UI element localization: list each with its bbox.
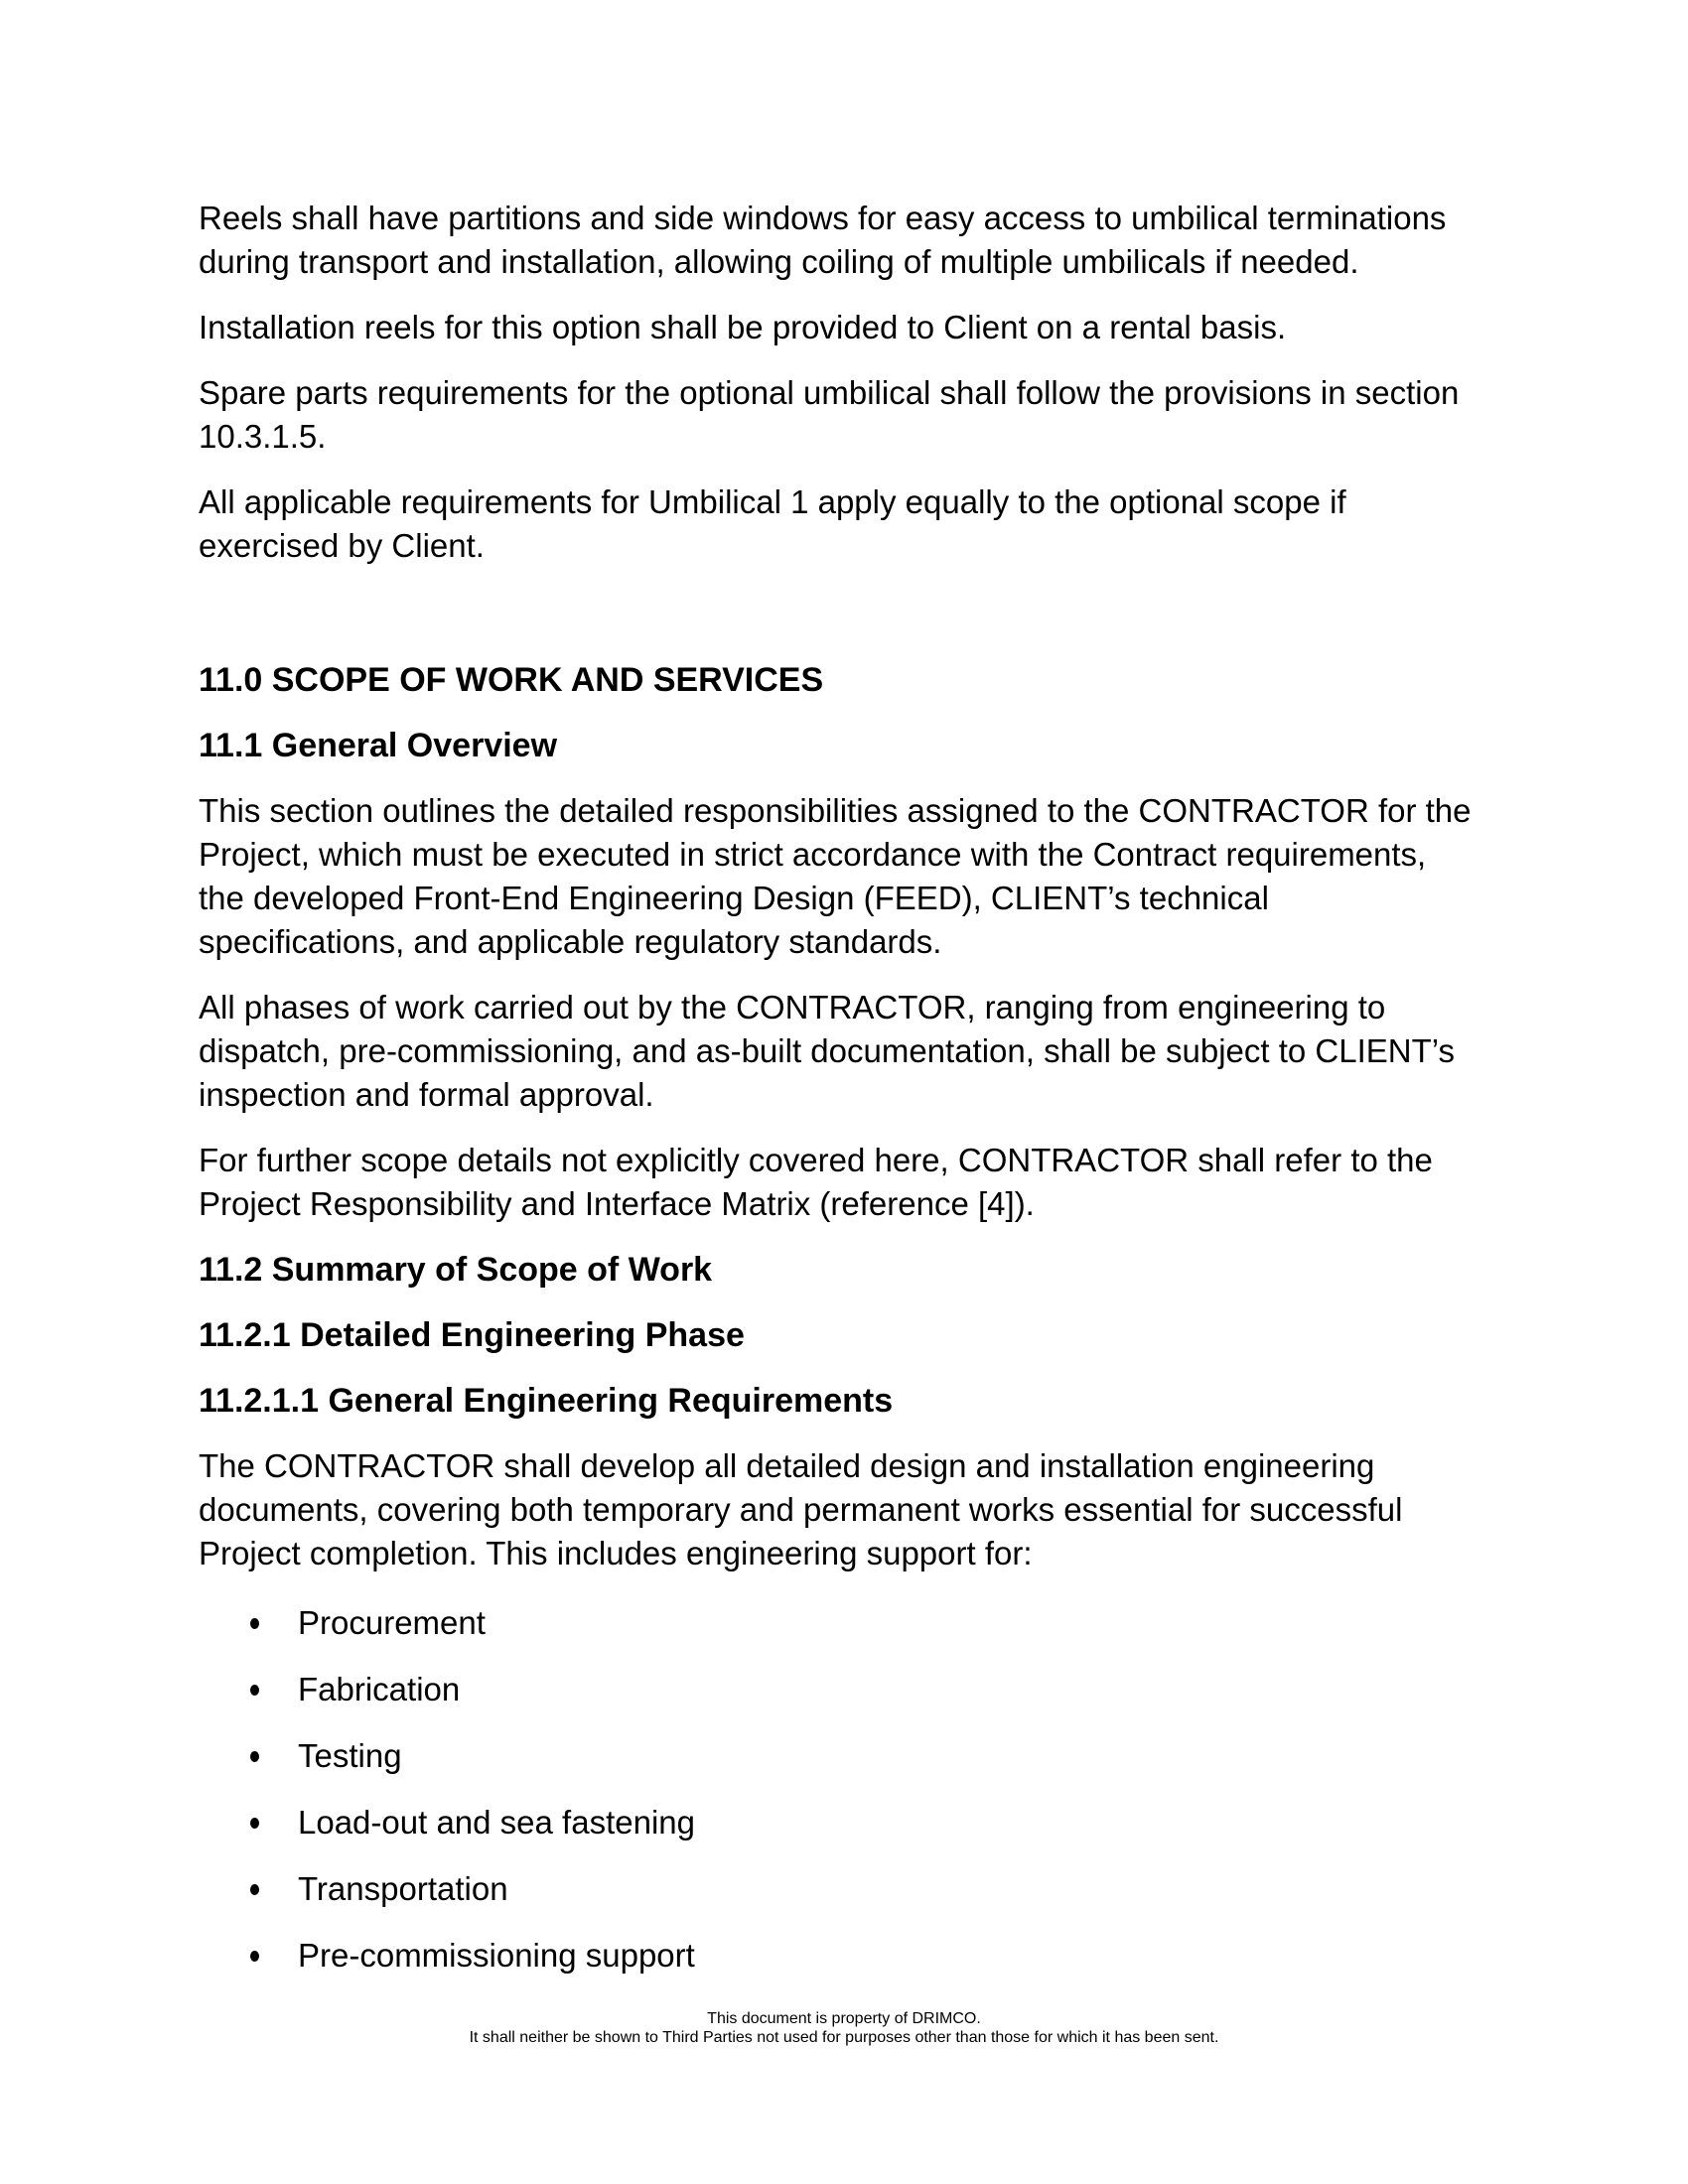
list-item <box>199 1934 1489 1978</box>
text-line: The CONTRACTOR shall develop all detailed design and installation engineering <box>199 1447 1375 1484</box>
list-item <box>199 1668 1489 1711</box>
paragraph-spare-parts <box>199 371 1489 459</box>
text-line: specifications, and applicable regulatory standards. <box>199 923 942 960</box>
heading-general-overview: 11.1 General Overview <box>199 727 558 764</box>
footer-line-2: It shall neither be shown to Third Parties not used for purposes other than those for which it has been sent. <box>469 2029 1219 2046</box>
list-item-label: Procurement <box>298 1604 486 1641</box>
text-line: documents, covering both temporary and permanent works essential for successful <box>199 1491 1403 1528</box>
heading-general-engineering-reqs: 11.2.1.1 General Engineering Requirements <box>199 1382 894 1420</box>
bullet-icon <box>250 1751 259 1762</box>
text-line: exercised by Client. <box>199 527 485 564</box>
text-line: dispatch, pre-commissioning, and as-built documentation, shall be subject to CLIENT’s <box>199 1032 1456 1069</box>
paragraph-installation-reels <box>199 306 1489 349</box>
paragraph-reels <box>199 197 1489 284</box>
text-line: Project Responsibility and Interface Matrix (reference [4]). <box>199 1185 1035 1222</box>
heading-scope-of-work: 11.0 SCOPE OF WORK AND SERVICES <box>199 661 824 699</box>
paragraph-applicable-requirements <box>199 480 1489 568</box>
text-line: 10.3.1.5. <box>199 418 327 455</box>
text-line: during transport and installation, allowing coiling of multiple umbilicals if needed. <box>199 243 1359 280</box>
paragraph-further-scope <box>199 1139 1489 1226</box>
bullet-icon <box>250 1951 259 1962</box>
list-item-label: Transportation <box>298 1870 508 1907</box>
list-item <box>199 1867 1489 1911</box>
list-item-label: Testing <box>298 1737 402 1774</box>
text-line: inspection and formal approval. <box>199 1076 654 1113</box>
text-line: Project completion. This includes engineering support for: <box>199 1535 1033 1571</box>
text-line: Reels shall have partitions and side windows for easy access to umbilical terminations <box>199 200 1447 236</box>
list-item-label: Fabrication <box>298 1671 461 1707</box>
list-item-label: Pre-commissioning support <box>298 1937 695 1974</box>
bullet-list <box>199 1601 1489 1978</box>
bullet-icon <box>250 1884 259 1895</box>
text-line: For further scope details not explicitly covered here, CONTRACTOR shall refer to the <box>199 1142 1433 1178</box>
text-line: All phases of work carried out by the CONTRACTOR, ranging from engineering to <box>199 989 1386 1025</box>
page-footer <box>0 2009 1688 2047</box>
list-item <box>199 1801 1489 1844</box>
list-item <box>199 1601 1489 1645</box>
bullet-icon <box>250 1618 259 1629</box>
heading-detailed-engineering: 11.2.1 Detailed Engineering Phase <box>199 1316 745 1354</box>
text-line: This section outlines the detailed responsibilities assigned to the CONTRACTOR for the <box>199 792 1472 829</box>
heading-summary-scope: 11.2 Summary of Scope of Work <box>199 1251 713 1289</box>
text-line: Project, which must be executed in strict accordance with the Contract requirements, <box>199 836 1427 873</box>
footer-line-1: This document is property of DRIMCO. <box>707 2010 981 2027</box>
paragraph-section-outlines <box>199 789 1489 964</box>
bullet-icon <box>250 1818 259 1829</box>
text-line: Installation reels for this option shall be provided to Client on a rental basis. <box>199 309 1287 345</box>
text-line: All applicable requirements for Umbilical 1 apply equally to the optional scope if <box>199 483 1346 520</box>
text-line: Spare parts requirements for the optional umbilical shall follow the provisions in section <box>199 374 1460 411</box>
bullet-icon <box>250 1685 259 1696</box>
list-item-label: Load-out and sea fastening <box>298 1804 695 1841</box>
list-item <box>199 1734 1489 1778</box>
paragraph-all-phases <box>199 986 1489 1117</box>
paragraph-contractor-develop <box>199 1444 1489 1575</box>
text-line: the developed Front-End Engineering Design (FEED), CLIENT’s technical <box>199 880 1269 916</box>
